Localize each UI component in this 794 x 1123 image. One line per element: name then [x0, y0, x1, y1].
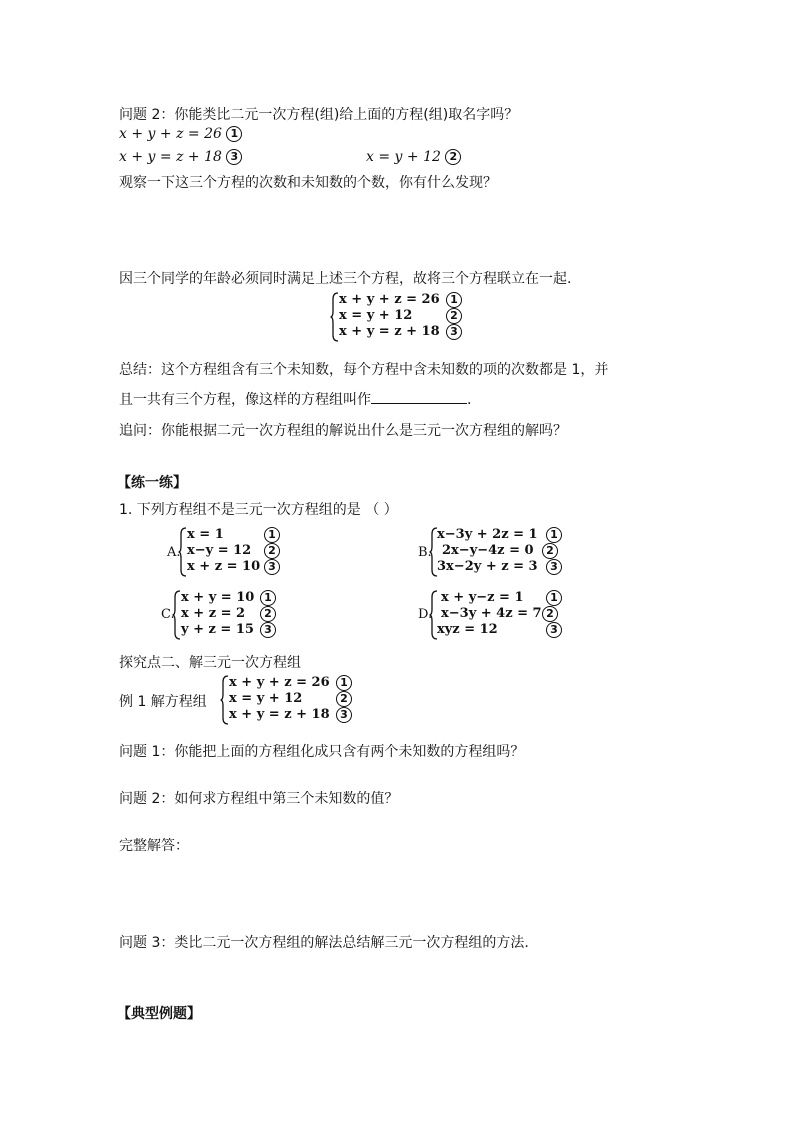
option-b-label: B.	[418, 545, 432, 560]
option-c-num-2: 2	[260, 606, 276, 622]
option-c-num-1: 1	[260, 590, 276, 606]
summary-line-2-end: .	[467, 392, 472, 408]
option-d-label: D.	[418, 607, 433, 622]
circled-number-1: 1	[226, 126, 242, 142]
question-1: 问题 1：你能把上面的方程组化成只含有两个未知数的方程组吗？	[119, 744, 525, 760]
equation-3-text: x + y = z + 18	[119, 149, 222, 165]
option-b-num-2: 2	[542, 543, 558, 559]
equation-2-text: x = y + 12	[366, 149, 441, 165]
system-1-row-1: x + y + z = 26	[339, 292, 440, 307]
system-2-row-1: x + y + z = 26	[229, 675, 330, 690]
summary-line-2	[119, 389, 471, 409]
circled-number-3: 3	[226, 149, 242, 165]
option-b-row-3: 3x−2y + z = 3	[437, 559, 538, 574]
explore-point-2: 探究点二、解三元一次方程组	[119, 655, 301, 671]
observe-question: 观察一下这三个方程的次数和未知数的个数，你有什么发现？	[119, 175, 497, 191]
equation-system-2	[220, 675, 360, 725]
option-a-row-3: x + z = 10	[187, 559, 261, 574]
option-b-system	[429, 527, 569, 577]
option-a-system	[178, 527, 288, 577]
option-a-num-3: 3	[264, 559, 280, 575]
system-2-row-2: x = y + 12	[229, 691, 303, 706]
option-d-num-1: 1	[546, 590, 562, 606]
option-c-row-2: x + z = 2	[181, 606, 246, 621]
question-3: 问题 3：类比二元一次方程组的解法总结解三元一次方程组的方法.	[119, 935, 529, 951]
option-a-row-2: x−y = 12	[187, 543, 252, 558]
system-1-row-2: x = y + 12	[339, 308, 413, 323]
option-b-num-3: 3	[546, 559, 562, 575]
option-c-num-3: 3	[260, 622, 276, 638]
answer-blank[interactable]	[371, 389, 467, 404]
option-d-row-1: x + y−z = 1	[441, 590, 524, 605]
system-1-num-3: 3	[446, 324, 462, 340]
option-a-num-1: 1	[264, 527, 280, 543]
option-b-row-1: x−3y + 2z = 1	[437, 527, 538, 542]
equation-1	[119, 126, 242, 142]
option-c-system	[172, 590, 282, 640]
option-c-row-3: y + z = 15	[181, 622, 254, 637]
question-2: 问题 2：如何求方程组中第三个未知数的值？	[119, 791, 399, 807]
combine-statement: 因三个同学的年龄必须同时满足上述三个方程，故将三个方程联立在一起.	[119, 271, 572, 287]
example-1-label: 例 1 解方程组	[119, 694, 207, 710]
option-d-system	[429, 590, 569, 640]
practice-heading: 【练一练】	[117, 475, 187, 491]
equation-1-text: x + y + z = 26	[119, 126, 222, 142]
system-2-num-1: 1	[336, 675, 352, 691]
system-2-row-3: x + y = z + 18	[229, 707, 330, 722]
circled-number-2: 2	[445, 149, 461, 165]
option-a-row-1: x = 1	[187, 527, 224, 542]
typical-examples-heading: 【典型例题】	[117, 1006, 201, 1022]
system-2-num-2: 2	[336, 691, 352, 707]
summary-line-1: 总结：这个方程组含有三个未知数，每个方程中含未知数的项的次数都是 1，并	[119, 362, 609, 378]
equation-system-1	[330, 292, 470, 342]
followup-question: 追问：你能根据二元一次方程组的解说出什么是三元一次方程组的解吗？	[119, 423, 567, 439]
summary-line-2-text: 且一共有三个方程，像这样的方程组叫作	[119, 392, 371, 408]
option-d-num-3: 3	[546, 622, 562, 638]
option-b-num-1: 1	[546, 527, 562, 543]
option-d-row-2: x−3y + 4z = 7	[441, 606, 542, 621]
option-a-label: A.	[167, 545, 181, 560]
option-b-row-2: 2x−y−4z = 0	[442, 543, 534, 558]
practice-question-1: 1. 下列方程组不是三元一次方程组的是 （ ）	[119, 502, 398, 518]
system-1-num-2: 2	[446, 308, 462, 324]
equation-2	[366, 149, 461, 165]
option-a-num-2: 2	[264, 543, 280, 559]
option-c-row-1: x + y = 10	[181, 590, 255, 605]
complete-answer-label: 完整解答：	[119, 838, 189, 854]
system-2-num-3: 3	[336, 707, 352, 723]
option-d-num-2: 2	[542, 606, 558, 622]
question-2-intro: 问题 2：你能类比二元一次方程(组)给上面的方程(组)取名字吗？	[119, 107, 519, 123]
system-1-row-3: x + y = z + 18	[339, 324, 440, 339]
system-1-num-1: 1	[446, 292, 462, 308]
option-d-row-3: xyz = 12	[437, 622, 498, 637]
option-c-label: C.	[161, 607, 175, 622]
equation-3	[119, 149, 242, 165]
